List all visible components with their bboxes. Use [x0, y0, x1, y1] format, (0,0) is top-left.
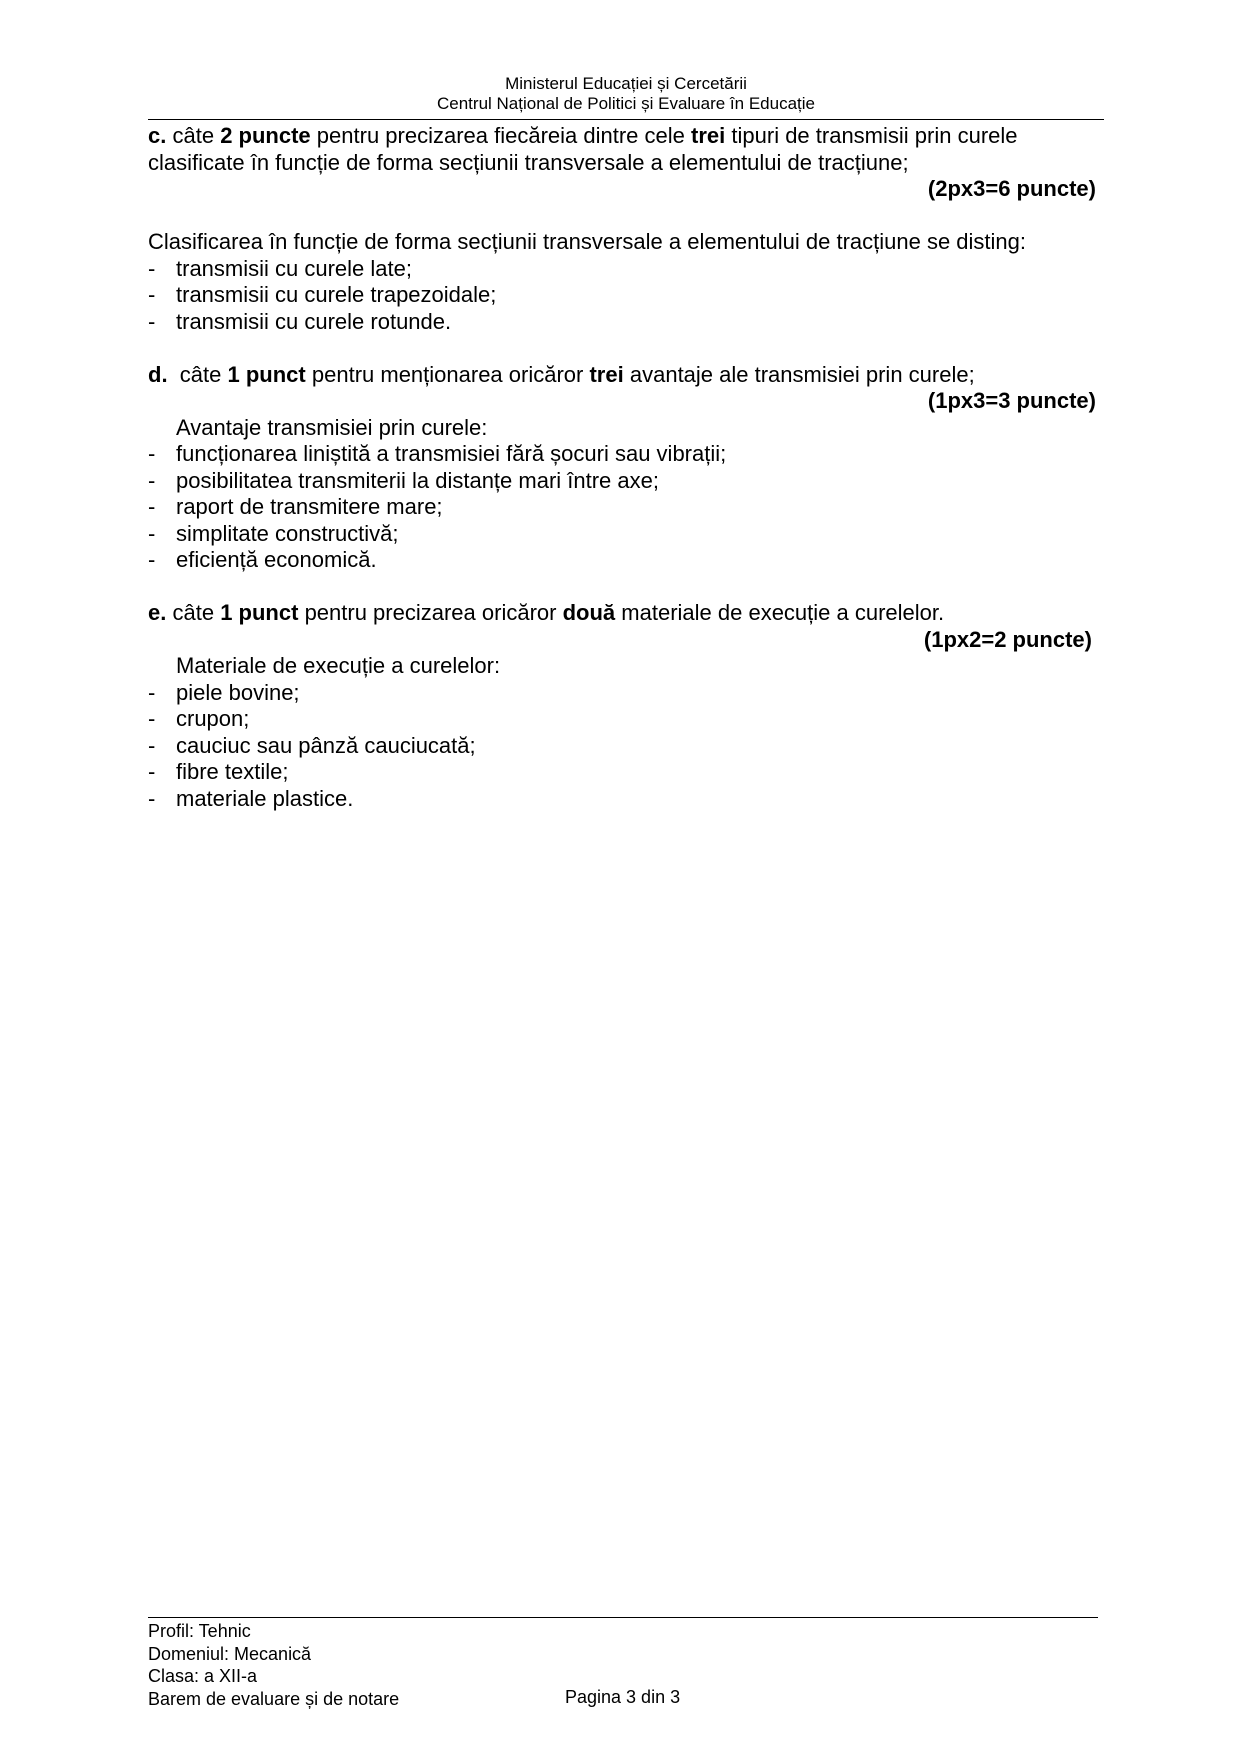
footer-grade: Clasa: a XII-a — [148, 1666, 258, 1686]
section-e-list — [148, 680, 1096, 813]
list-item: - raport de transmitere mare; — [148, 494, 443, 519]
section-c-label: c. — [148, 123, 167, 148]
list-item: - transmisii cu curele trapezoidale; — [148, 282, 497, 307]
list-item: - piele bovine; — [148, 679, 300, 705]
section-e-intro: Materiale de execuție a curelelor: — [176, 653, 501, 678]
list-item: - transmisii cu curele rotunde. — [148, 308, 452, 334]
list-item: - cauciuc sau pânză cauciucată; — [148, 732, 476, 758]
section-c-list — [148, 256, 1096, 336]
list-item: - transmisii cu curele late; — [148, 255, 412, 281]
page-number: Pagina 3 din 3 — [565, 1687, 681, 1707]
section-c-requirement-cont: clasificate în funcție de forma secțiunii transversale a elementului de tracțiune; — [148, 149, 909, 175]
section-d-score: (1px3=3 puncte) — [927, 388, 1096, 413]
list-item: - crupon; — [148, 706, 250, 731]
list-item: - fibre textile; — [148, 759, 289, 784]
section-c-requirement: c. câte 2 puncte pentru precizarea fiecăreia dintre cele trei tipuri de transmisii prin curele — [148, 123, 1018, 148]
document-body — [148, 123, 1096, 812]
page-header — [148, 74, 1104, 114]
section-e-requirement: e. câte 1 punct pentru precizarea oricăror două materiale de execuție a curelelor. — [148, 600, 945, 625]
list-item: - posibilitatea transmiterii la distanțe mari între axe; — [148, 467, 659, 493]
list-item: - funcționarea liniștită a transmisiei fără șocuri sau vibrații; — [148, 441, 727, 466]
section-c-score: (2px3=6 puncte) — [927, 176, 1096, 201]
section-e-label: e. — [148, 600, 167, 625]
footer-domain: Domeniul: Mecanică — [148, 1643, 312, 1664]
section-d-requirement: d. câte 1 punct pentru menționarea oricăror trei avantaje ale transmisiei prin curele; — [148, 361, 975, 387]
ministry-name: Ministerul Educației și Cercetării — [505, 74, 747, 93]
list-item: - eficiență economică. — [148, 547, 377, 572]
section-d-intro: Avantaje transmisiei prin curele: — [176, 414, 488, 440]
footer-doc-title: Barem de evaluare și de notare — [148, 1688, 400, 1709]
list-item: - simplitate constructivă; — [148, 520, 399, 546]
footer-profile: Profil: Tehnic — [148, 1621, 251, 1641]
footer-divider — [148, 1617, 1098, 1618]
list-item: - materiale plastice. — [148, 785, 354, 811]
center-name: Centrul Național de Politici și Evaluare în Educație — [437, 94, 815, 113]
section-e-score: (1px2=2 puncte) — [923, 626, 1092, 652]
section-d-label: d. — [148, 361, 168, 387]
header-divider — [148, 119, 1104, 120]
section-d-list — [148, 441, 1096, 574]
section-c-intro: Clasificarea în funcție de forma secțiunii transversale a elementului de tracțiune se disting: — [148, 229, 1027, 254]
